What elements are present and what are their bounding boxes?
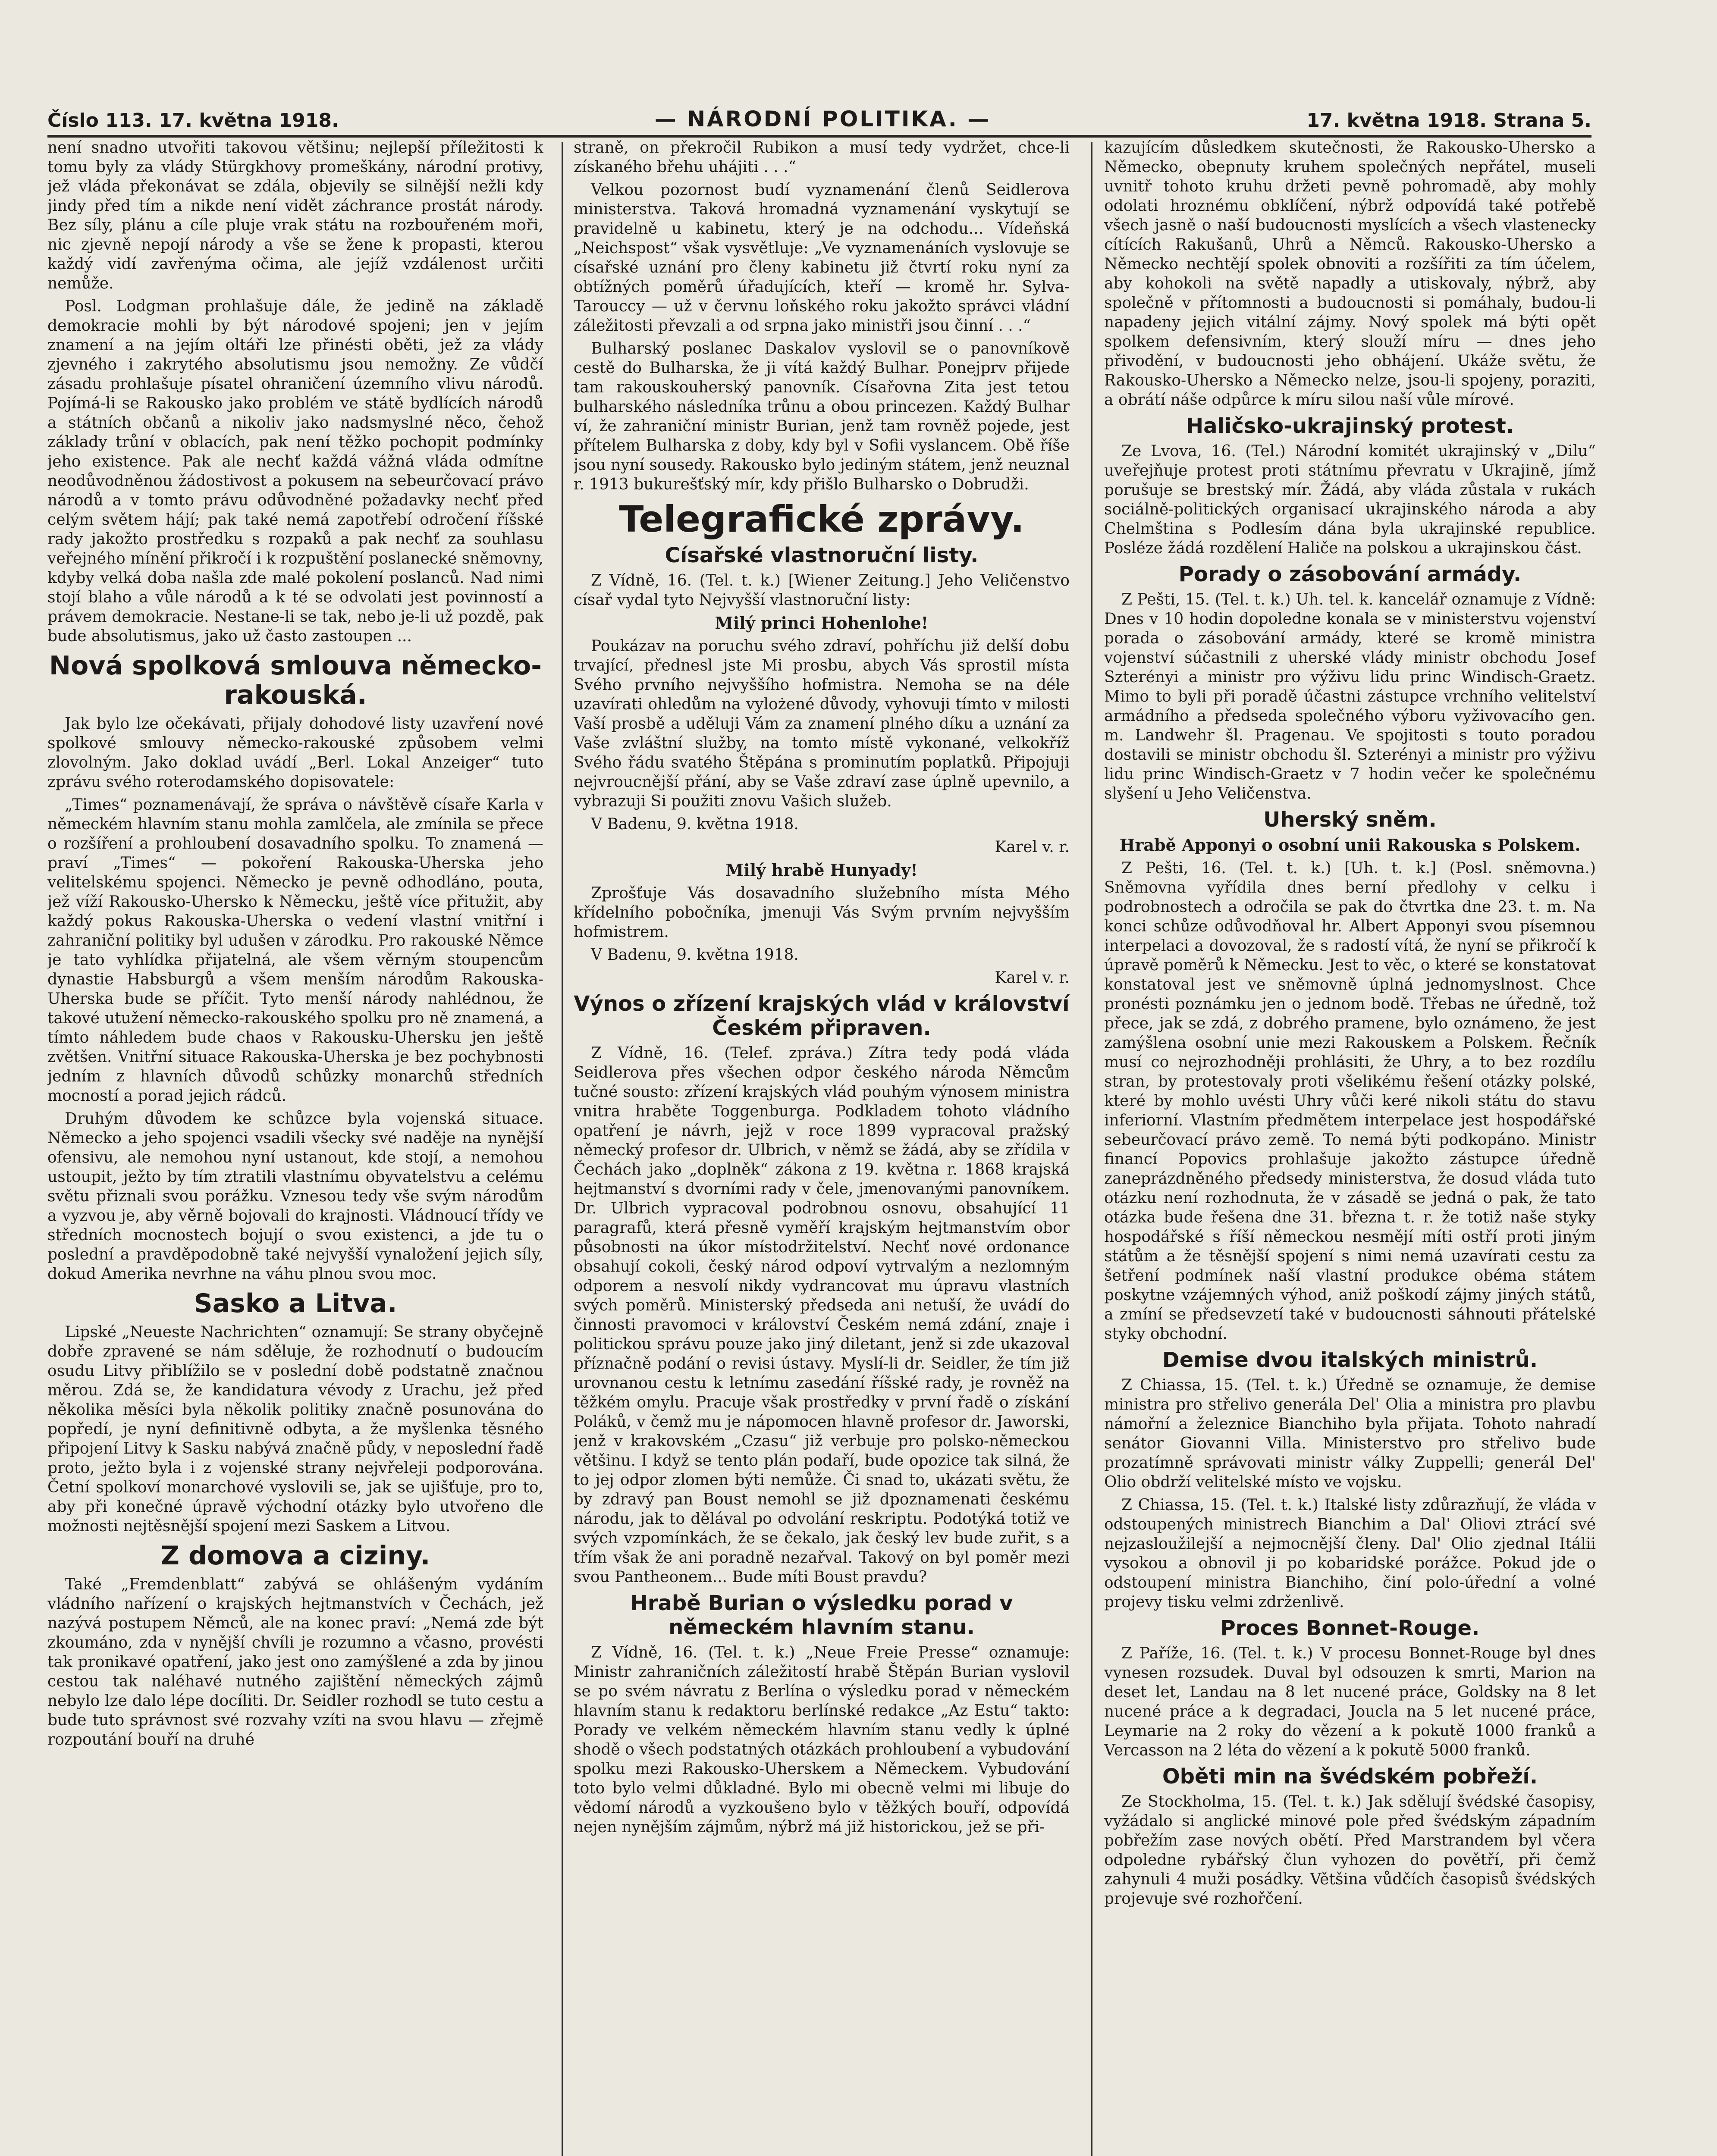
article-paragraph: Zprošťuje Vás dosavadního služebního místa Mého křídelního pobočníka, jmenuji Vás Svým prvním nejvyšším hofmistrem. [574, 884, 1070, 941]
running-head [47, 97, 1591, 138]
masthead: — NÁRODNÍ POLITIKA. — [654, 107, 991, 132]
dateline: V Badenu, 9. května 1918. [591, 946, 799, 964]
article-paragraph: Ze Lvova, 16. (Tel.) Národní komitét ukrajinský v „Dilu“ uveřejňuje protest proti státnímu převratu v Ukrajině, jímž porušuje se brestský mír. Žádá, aby vláda zůstala v rukách sociálně-politických organisací ukrajinského národa a aby Chelmština s Podlesím dána byla ukrajinské republice. Posléze žádá rozdělení Haliče na polskou a ukrajinskou část. [1104, 442, 1596, 557]
article-paragraph: Z Vídně, 16. (Tel. t. k.) „Neue Freie Presse“ oznamuje: Ministr zahraničních záležitostí hrabě Štěpán Burian vyslovil se po svém návratu z Berlína o výsledku porad v německém hlavním stanu k redaktoru berlínské redakce „Az Estu“ takto: Porady ve velkém německém hlavním stanu vedly k úplné shodě o všech podstatných otázkách prohloubení a vybudování spolku mezi Rakousko-Uherskem a Německem. Vybudování toto bylo velmi důkladné. Bylo mi obecně velmi mi libuje do vědomí národů a vyzkoušeno bylo v těžkých bouří, odpovídá nejen nynějším zájmům, nýbrž má již historickou, jež se při- [574, 1644, 1070, 1836]
article-paragraph: Také „Fremdenblatt“ zabývá se ohlášeným vydáním vládního nařízení o krajských hejtmanstvích v Čechách, jež nazývá postupem Němců, ale na konec praví: „Nemá zde být zkoumáno, zda v nynější chvíli je rozumno a včasno, provésti tak pronikavé opatření, jako jest ono zamýšlené a zda by jinou cestou tak naléhavé nutného zajištění německých zájmů nebylo lze dalo lépe docíliti. Dr. Seidler rozhodl se tuto cestu a bude tuto správnost své rozvahy vzíti na svou hlavu — zřejmě rozpoutání bouří na druhé [47, 1576, 543, 1749]
column-1 [47, 138, 543, 2156]
article-paragraph: Lipské „Neueste Nachrichten“ oznamují: Se strany obyčejně dobře zpravené se nám sděluje, že rozhodnutí o budoucím osudu Litvy přiblížilo se v poslední době podstatně značnou měrou. Zdá se, že kandidatura vévody z Urachu, jež před několika měsíci byla několik politiky značně posunována do popředí, je nyní definitivně odbyta, a že myšlenka těsného připojení Litvy k Sasku nabývá značně půdy, v neposlední řadě proto, ježto byla i z vojenské strany nejvřeleji podporována. Četní spolkoví monarchové vyslovili se, jak se ujišťuje, pro to, aby při konečné úpravě východní otázky bylo utvořeno dle možnosti nejtěsnější spojení mezi Saskem a Litvou. [47, 1323, 543, 1535]
headline: Uherský sněm. [1263, 808, 1437, 832]
headline: Proces Bonnet-Rouge. [1220, 1616, 1480, 1640]
article-paragraph: Posl. Lodgman prohlašuje dále, že jedině na základě demokracie mohli by být národové spojeni; jen v jejím znamení a na jejím oltáři lze přinésti oběti, jež za vlády zjevného i zakrytého absolutismu jsou nemožny. Ze vůdčí zásadu prohlašuje písatel ohraničení územního vlivu národů. Pojímá-li se Rakousko jako problém ve státě bydlících národů a státních občanů a nikoliv jako nadsmyslné něco, čehož základy trůní v oblacích, pak není těžko pochopit podmínky jeho existence. Pak ale nechť každá vážná vláda odmítne neodůvodněnou žádostivost a pokusem na sebeurčovací právo národů a v tomto právu odůvodněné požadavky nechť před celým světem hájí; pak také nemá zapotřebí odročení říšské rady jakožto prostředku s rozpaků a pak nechť za souhlasu veřejného mínění přikročí i k rozpuštění poslanecké sněmovny, kdyby velká doba našla zde malé pokolení poslanců. Nad nimi stojí blaho a vůle národů a k té se odvolati jest povinností a právem demokracie. Nestane-li se tak, nebo je-li už pozdě, pak bude absolutismus, jako už často zastoupen ... [47, 298, 543, 645]
headline: Výnos o zřízení krajských vlád v království Českém připraven. [574, 992, 1070, 1040]
column-2 [574, 138, 1070, 2156]
signature: Karel v. r. [995, 838, 1070, 856]
article-paragraph: Druhým důvodem ke schůzce byla vojenská situace. Německo a jeho spojenci vsadili všecky své naděje na nynější ofensivu, ale nemohou nyní ustanout, kde stojí, a nemohou ustoupit, ježto by tím ztratili vlastnímu obyvatelstvu a celému světu přiznali svou porážku. Vznesou tedy vše svým národům a vyzvou je, aby věrně bojovali do krajnosti. Vládnoucí třídy ve středních mocnostech bojují o svou existenci, a jde tu o poslední a pravděpodobně také nejvyšší vynaložení jejich síly, dokud Amerika nevrhne na váhu plnou svou moc. [47, 1110, 543, 1283]
headline: Hrabě Burian o výsledku porad v německém hlavním stanu. [630, 1591, 1013, 1639]
article-paragraph: Poukázav na poruchu svého zdraví, pohříchu již delší dobu trvající, přednesl jste Mi prosbu, abych Vás sprostil místa Svého prvního nejvyššího hofmistra. Nemoha se na déle uzavírati ohledům na vylożené důvody, vyhovuji tímto v milosti Vaší prosbě a uděluji Vám za znamení plného díku a uznání za Vaše zvláštní služby, na tomto místě vykonané, velkokříž Svého řádu svatého Štěpána s prominutím poplatků. Připojuji nejvroucnější přání, aby se Vaše zdraví zase úplně upevnilo, a vybrazuji Si použiti znovu Vašich služeb. [574, 637, 1070, 810]
section-headline: Telegrafické zprávy. [619, 498, 1024, 540]
column-rule [562, 142, 563, 2156]
salutation: Milý princi Hohenlohe! [715, 613, 929, 633]
article-paragraph: není snadno utvořiti takovou většinu; nejlepší příležitosti k tomu byly za vlády Stürgkhovy promeškány, národní protivy, jež vláda překonávat se zdála, objevily se silnější nežli kdy jindy před tím a nikde není vidět záchrance prostát národy. Bez síly, plánu a cíle pluje vrak státu na rozbouřeném moři, nic zjevně nepojí národy a vše se žene k propasti, kterou každý vidí zavřenýma očima, ale jejíž vzdálenost určiti nemůže. [47, 139, 543, 292]
article-paragraph: Bulharský poslanec Daskalov vyslovil se o panovníkově cestě do Bulharska, že ji vítá každý Bulhar. Ponejprv přijede tam rakouskouherský panovník. Císařovna Zita jest tetou bulharského následníka trůnu a obou princezen. Každý Bulhar ví, že zahraniční ministr Burian, jenž tam rovněž pojede, jest přítelem Bulharska z doby, kdy byl v Sofii vyslancem. Obě říše jsou nyní sousedy. Rakousko bylo jediným státem, jenž neuznal r. 1913 bukurešťský mír, kdy přišlo Bulharsko o Dobrudži. [574, 340, 1070, 493]
signature: Karel v. r. [995, 969, 1070, 987]
article-paragraph: Z Chiassa, 15. (Tel. t. k.) Italské listy zdůrazňují, že vláda v odstoupených ministrech Bianchim a Dal' Oliovi ztrácí své nejzasloužilejší a nejmocnější členy. Dal' Olio zjednal Itálii vysokou a obnovil ji po kobaridské porážce. Pokud jde o odstoupení ministra Bianchiho, činí polo-úřední a volné projevy tisku velmi zdrženlivě. [1104, 1496, 1596, 1611]
article-paragraph: Jak bylo lze očekávati, přijaly dohodové listy uzavření nové spolkové smlouvy německo-rakouské způsobem velmi zlovolným. Jako doklad uvádí „Berl. Lokal Anzeiger“ tuto zprávu svého roterodamského dopisovatele: [47, 715, 543, 791]
article-paragraph: Velkou pozornost budí vyznamenání členů Seidlerova ministerstva. Taková hromadná vyznamenání vyskytují se pravidelně u kabinetu, který je na odchodu... Vídeňská „Neichspost“ však vysvětluje: „Ve vyznamenáních vyslovuje se císařské uznání pro členy kabinetu již čtvrtí roku nyní za obtížných poměrů úřadujících, kteří — kromě hr. Sylva-Tarouccy — už v červnu loňského roku jakožto správci vládní záležitosti převzali a od srpna jako ministři jsou činní . . .“ [574, 181, 1070, 335]
headline: Haličsko-ukrajinský protest. [1186, 414, 1514, 438]
headline: Císařské vlastnoruční listy. [665, 543, 979, 567]
article-paragraph: Z Vídně, 16. (Telef. zpráva.) Zítra tedy podá vláda Seidlerova přes všechen odpor českého národa Němcům tučné sousto: zřízení krajských vlád pouhým výnosem ministra vnitra hraběte Toggenburga. Podkladem tohoto vládního opatření je návrh, jejž v roce 1899 vypracoval pražský německý profesor dr. Ulbrich, v němž se žádá, aby se zřídila v Čechách jako „doplněk“ zákona z 19. května r. 1868 krajská hejtmanství s dvorními rady v čele, jmenovanými panovníkem. Dr. Ulbrich vypracoval podrobnou osnovu, obsahující 11 paragrafů, která přesně vyměří krajským hejtmanstvím obor působnosti na úkor místodržitelství. Nechť nové ordonance obsahují cokoli, český národ odpoví vytrvalým a nezlomným odporem a nesvolí nikdy vydrancovat mu úpravu vlastních svých poměrů. Ministerský předseda ani netuší, že uvádí do činnosti pravomoci v království Českém nemá zdání, znaje i politickou správu pouze jako jiný diletant, jenž si zde ukazoval příznačně podání o revisi ústavy. Myslí-li dr. Seidler, že tím již urovnanou cestu k letnímu zasedání říšské rady, je rovněž na těžkém omylu. Pracuje však prostředky v první řadě o získání Poláků, v čemž mu je nápomocen hlavně profesor dr. Jaworski, jenž v krakovském „Czasu“ již verbuje pro polsko-německou většinu. I když se tento plán podaří, bude opozice tak silná, že to jej odpor zlomen býti nemůže. Či snad to, ukázati světu, že by zdravý pan Boust nemohl se již dpoznamenati českému národu, jak to dělával po odvolání reskriptu. Podotýká totiž ve svých vzpomínkách, že se čekalo, jak český lev bude zuřit, s a třím však že ani poradně nezařval. Takový on byl poměr mezi svou Pantheonem... Bude míti Boust pravdu? [574, 1044, 1070, 1586]
salutation: Milý hrabě Hunyady! [725, 860, 918, 880]
headline: Z domova a ciziny. [160, 1541, 430, 1571]
article-paragraph: straně, on překročil Rubikon a musí tedy vydržet, chce-li získaného břehu uhájiti . . .“ [574, 139, 1070, 176]
headline: Oběti min na švédském pobřeží. [1162, 1764, 1538, 1789]
article-paragraph: Z Vídně, 16. (Tel. t. k.) [Wiener Zeitung.] Jeho Veličenstvo císař vydal tyto Nejvyšší vlastnoruční listy: [574, 572, 1070, 609]
column-3 [1104, 138, 1596, 2156]
column-rule [1091, 142, 1092, 2156]
dateline: V Badenu, 9. května 1918. [591, 815, 799, 833]
headline: Porady o zásobování armády. [1178, 562, 1522, 586]
headline: Demise dvou italských ministrů. [1162, 1348, 1538, 1372]
article-paragraph: Ze Stockholma, 15. (Tel. t. k.) Jak sdělují švédské časopisy, vyžádalo si anglické minové pole před švédským západním pobřežím zase nových obětí. Před Marstrandem byl včera odpoledne rybářský člun vyhozen do povětří, při čemž zahynuli 4 muži posádky. Většina vůdčích časopisů švédských projevuje své rozhořčení. [1104, 1793, 1596, 1908]
article-paragraph: Z Pešti, 15. (Tel. t. k.) Uh. tel. k. kancelář oznamuje z Vídně: Dnes v 10 hodin dopoledne konala se v ministerstvu vojenství porada o zásobování armády, které se kromě ministra vojenství súčastnili z uherské vlády ministr obchodu Josef Szterényi a ministr pro výživu lidu princ Windisch-Graetz. Mimo to byli při poradě účastni zástupce vrchního velitelství armádního a předseda společného výboru vyživovacího gen. m. Landwehr šl. Pragenau. Ve spojitosti s touto poradou dostavili se ministr obchodu šl. Szterényi a ministr pro výživu lidu princ Windisch-Graetz v 7 hodin večer ke společnému slyšení u Jeho Veličenstva. [1104, 591, 1596, 802]
article-paragraph: Z Chiassa, 15. (Tel. t. k.) Úředně se oznamuje, že demise ministra pro střelivo generála Del' Olia a ministra pro plavbu námořní a železnice Bianchiho byla přijata. Tohoto nahradí senátor Giovanni Villa. Ministerstvo pro střelivo bude prozatímně správovati ministr války Zuppelli; generál Del' Olio obdrží velitelské místo ve vojsku. [1104, 1376, 1596, 1491]
article-paragraph: Z Pešti, 16. (Tel. t. k.) [Uh. t. k.] (Posl. sněmovna.) Sněmovna vyřídila dnes berní předlohy v celku i podrobnostech a odročila se pak do čtvrtka dne 23. t. m. Na konci schůze odůvodňoval hr. Albert Apponyi svou písemnou interpelaci a dovozoval, že s radostí vítá, že nyní se přikročí k úpravě poměrů k Německu. Jest to věc, o které se konstatovat konstatoval jest ve sněmovně úplná jednomyslnost. Chce pronésti poznámku jen o jednom bodě. Třebas ne úředně, tož přece, jak se zdá, z dobrého pramene, bylo oznámeno, že jest zamýšlena osobní unie mezi Rakouskem a Polskem. Řečník musí co nejrozhodněji prohlásiti, že Uhry, a to bez rozdílu stran, by protestovaly proti všelikému řešení otázky polské, které by mohlo uvésti Uhry vůči keré nikoli státu do stavu inferiorní. Vlastním předmětem interpelace jest hospodářské sebeurčovací právo země. To nemá býti podkopáno. Ministr financí Popovics prohlašuje jakožto zástupce úředně zaneprázdněného předsedy ministerstva, že dosud vláda tuto otázku není rozhodnuta, že v zásadě se jedná o pak, že tato otázka bude řešena dne 31. března t. r. že totiž naše styky hospodářské s říší německou nesmějí míti ostří proti jiným státům a že těsnější spojení s nimi nemá uzavírati cestu za šetření podmínek naší vlastní produkce obéma státem poskytne vzájemných výhod, aniž poškodí zájmy jiných států, a zmíní se předsevzetí také v budoucnosti sáhnouti přátelské styky obchodní. [1104, 859, 1596, 1343]
article-paragraph: „Times“ poznamenávají, že správa o návštěvě císaře Karla v německém hlavním stanu mohla zamlčela, ale zmínila se přece o rozšíření a prohloubení dosavadního spolku. To znamená — praví „Times“ — pokoření Rakouska-Uherska jeho velitelskému spojenci. Německo je pevně odhodláno, pouta, jež víží Rakousko-Uhersko k Německu, ještě více přitužit, aby každý pokus Rakouska-Uherska o vedení vlastní vnitřní i zahraniční politiky byl udušen v zárodku. Pro rakouské Němce je tato vyhlídka přijatelná, ale všem věrným stoupencům dynastie Habsburgů a všem menším národům Rakouska-Uherska bude se příčit. Tyto menší národy nahlédnou, že takové utužení německo-rakouského spolku pro ně znamená, a tímto náhledem bude chaos v Rakousku-Uhersku jen ještě zvětšen. Vnitřní situace Rakouska-Uherska je bez pochybnosti jedním z hlavních důvodů schůzky monarchů středních mocností a porad jejich rádců. [47, 796, 543, 1105]
article-paragraph: kazujícím důsledkem skutečnosti, že Rakousko-Uhersko a Německo, obepnuty kruhem společných nepřátel, museli uvnitř tohoto kruhu držeti pevně pohromadě, aby mohly odolati hroznému obklíčení, nýbrž odpovídá také potřebě všech jasně o naší budoucnosti myslících a všech vlastenecky cítících Rakušanů, Uhrů a Němců. Rakousko-Uhersko a Německo nechtějí spolek obnoviti a rozšířiti za tím účelem, aby kohokoli na světě napadly a utiskovaly, nýbrž, aby společně v přítomnosti a budoucnosti si pomáhaly, budou-li napadeny jejich vitální zájmy. Nový spolek má býti opět spolkem defensivním, který slouží míru — dnes jeho přivodění, v budoucnosti jeho obhájení. Ukáže světu, že Rakousko-Uhersko a Německo nelze, jsou-li spojeny, poraziti, a obrátí náše odpůrce k míru silou naší vůle mírové. [1104, 139, 1596, 409]
subheadline: Hrabě Apponyi o osobní unii Rakouska s Polskem. [1119, 835, 1581, 855]
article-paragraph: Z Paříže, 16. (Tel. t. k.) V procesu Bonnet-Rouge byl dnes vynesen rozsudek. Duval byl odsouzen k smrti, Marion na deset let, Landau na 8 let nucené práce, Goldsky na 8 let nucené práce a k degradaci, Joucla na 5 let nucené práce, Leymarie na 2 roky do vězení a k pokutě 1000 franků a Vercasson na 2 léta do vězení a k pokutě 5000 franků. [1104, 1645, 1596, 1759]
headline: Nová spolková smlouva německo-rakouská. [49, 651, 542, 710]
headline: Sasko a Litva. [194, 1288, 397, 1319]
issue-number: Číslo 113. 17. května 1918. [47, 110, 339, 132]
page-number: 17. května 1918. Strana 5. [1306, 110, 1591, 132]
